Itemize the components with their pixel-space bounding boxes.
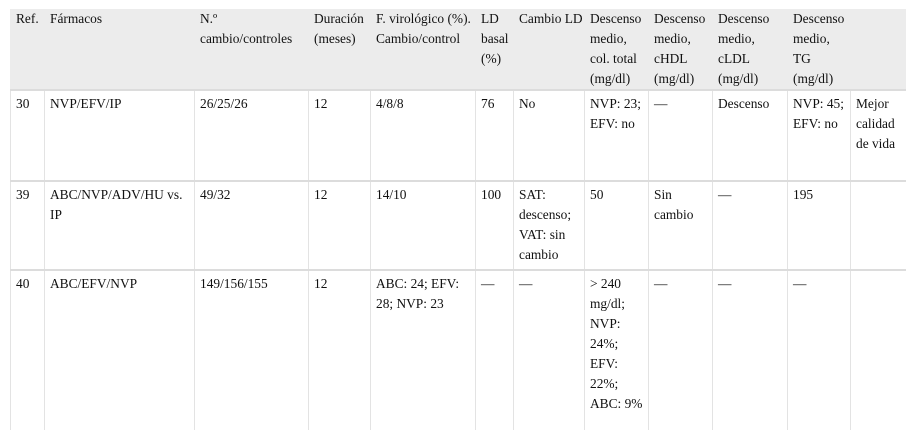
table-cell: — (514, 270, 585, 430)
table-cell: NVP/EFV/IP (45, 90, 195, 181)
header-col-total: Descenso medio, col. total (mg/dl) (585, 9, 649, 90)
table-cell: Descenso (713, 90, 788, 181)
header-farmacos: Fármacos (45, 9, 195, 90)
table-cell: > 240 mg/dl; NVP: 24%; EFV: 22%; ABC: 9% (585, 270, 649, 430)
table-cell: SAT: descenso; VAT: sin cambio (514, 181, 585, 270)
table-cell: 12 (309, 90, 371, 181)
table-cell: 49/32 (195, 181, 309, 270)
table-cell: 4/8/8 (371, 90, 476, 181)
table-cell: No (514, 90, 585, 181)
table-cell: 76 (476, 90, 514, 181)
table-cell: 30 (11, 90, 45, 181)
header-row (11, 9, 906, 90)
header-chdl: Descenso medio, cHDL (mg/dl) (649, 9, 713, 90)
table-cell: ABC/EFV/NVP (45, 270, 195, 430)
table-row (11, 90, 906, 181)
header-duracion: Duración (meses) (309, 9, 371, 90)
table-cell: Mejor calidad de vida (851, 90, 906, 181)
table-cell: ABC: 24; EFV: 28; NVP: 23 (371, 270, 476, 430)
header-ref: Ref. (11, 9, 45, 90)
table-cell: 40 (11, 270, 45, 430)
table-cell: — (476, 270, 514, 430)
table-cell: 12 (309, 270, 371, 430)
header-cambio-ld: Cambio LD (514, 9, 585, 90)
table-cell (851, 181, 906, 270)
table-cell: 149/156/155 (195, 270, 309, 430)
table-cell: 50 (585, 181, 649, 270)
table-cell: — (788, 270, 851, 430)
table-cell: — (649, 270, 713, 430)
table-cell: 14/10 (371, 181, 476, 270)
table-cell: — (713, 270, 788, 430)
table-cell: — (713, 181, 788, 270)
header-tg: Descenso medio, TG (mg/dl) (788, 9, 851, 90)
table-row (11, 181, 906, 270)
table-cell: ABC/NVP/ADV/HU vs. IP (45, 181, 195, 270)
table-cell: 26/25/26 (195, 90, 309, 181)
table-cell: 12 (309, 181, 371, 270)
table-cell (851, 270, 906, 430)
header-fallo-virologico: F. virológico (%). Cambio/control (371, 9, 476, 90)
header-extra (851, 9, 906, 90)
header-cldl: Descenso medio, cLDL (mg/dl) (713, 9, 788, 90)
table-cell: 39 (11, 181, 45, 270)
table-cell: — (649, 90, 713, 181)
data-table (10, 9, 906, 430)
table-cell: Sin cambio (649, 181, 713, 270)
header-cambio-controles: N.º cambio/controles (195, 9, 309, 90)
table-row (11, 270, 906, 430)
header-ld-basal: LD basal (%) (476, 9, 514, 90)
table-cell: 100 (476, 181, 514, 270)
table-cell: NVP: 45; EFV: no (788, 90, 851, 181)
table-cell: 195 (788, 181, 851, 270)
table-cell: NVP: 23; EFV: no (585, 90, 649, 181)
